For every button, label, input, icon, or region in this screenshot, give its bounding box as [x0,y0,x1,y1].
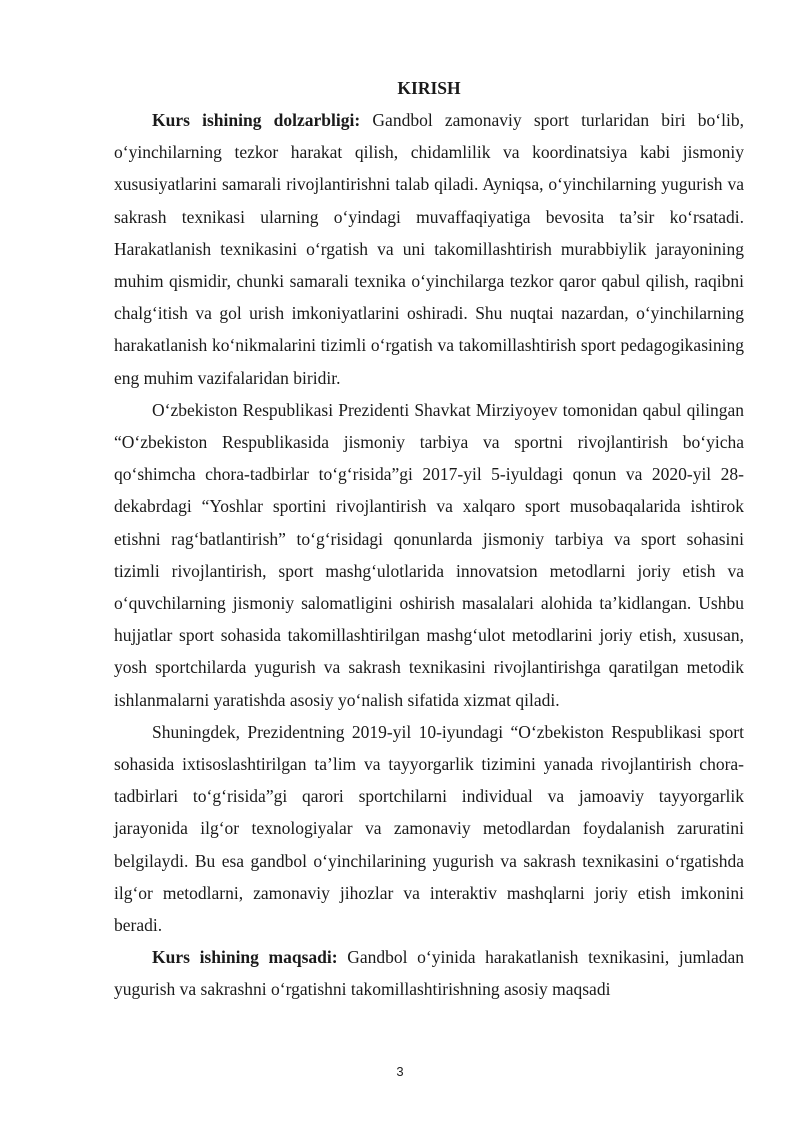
paragraph-text: Gandbol o‘yinida harakatlanish texnikasini, jumladan yugurish va sakrashni o‘rgatishni takomillashtirishning asosiy maqsadi [114,947,745,1000]
paragraph-lead: Kurs ishining dolzarbligi: [152,110,361,130]
page-title: KIRISH [397,78,461,98]
paragraph-text: Shuningdek, Prezidentning 2019-yil 10-iyundagi “O‘zbekiston Respublikasi sport sohasida ixtisoslashtirilgan ta’lim va tayyorgarlik tizimini yanada rivojlantirish chora-tadbirlari to‘g‘risida”gi qarori sportchilarni individual va jamoaviy tayyorgarlik jarayonida ilg‘or texnologiyalar va zamonaviy metodlardan foydalanish zaruratini belgilaydi. Bu esa gandbol o‘yinchilarining yugurish va sakrash texnikasini o‘rgatishda ilg‘or metodlarni, zamonaviy jihozlar va interaktiv mashqlarni joriy etish imkonini beradi. [114,721,744,936]
document-page [114,72,744,1006]
paragraph-text: Gandbol zamonaviy sport turlaridan biri bo‘lib, o‘yinchilarning tezkor harakat qilish, chidamlilik va koordinatsiya kabi jismoniy xususiyatlarini samarali rivojlantirishni talab qiladi. Ayniqsa, o‘yinchilarning yugurish va sakrash texnikasi ularning o‘yindagi muvaffaqiyatiga bevosita ta’sir ko‘rsatadi. Harakatlanish texnikasini o‘rgatish va uni takomillashtirish murabbiylik jarayonining muhim qismidir, chunki samarali texnika o‘yinchilarga tezkor qaror qabul qilish, raqibni chalg‘itish va gol urish imkoniyatlarini oshiradi. Shu nuqtai nazardan, o‘yinchilarning harakatlanish ko‘nikmalarini tizimli o‘rgatish va takomillashtirish sport pedagogikasining eng muhim vazifalaridan biridir. [114,110,744,388]
paragraph-goal [114,941,744,1005]
paragraph-relevance [114,104,744,394]
paragraph-lead: Kurs ishining maqsadi: [152,947,338,968]
paragraph-decree [114,716,744,941]
page-number: 3 [396,1064,404,1079]
paragraph-text: O‘zbekiston Respublikasi Prezidenti Shavkat Mirziyoyev tomonidan qabul qilingan “O‘zbekiston Respublikasida jismoniy tarbiya va sportni rivojlantirish bo‘yicha qo‘shimcha chora-tadbirlar to‘g‘risida”gi 2017-yil 5-iyuldagi qonun va 2020-yil 28-dekabrdagi “Yoshlar sportini rivojlantirish va xalqaro sport musobaqalarida ishtirok etishni rag‘batlantirish” to‘g‘risidagi qonunlarda jismoniy tarbiya va sport sohasini tizimli rivojlantirish, sport mashg‘ulotlarida innovatsion metodlarni joriy etish va o‘quvchilarning jismoniy salomatligini oshirish masalalari alohida ta’kidlangan. Ushbu hujjatlar sport sohasida takomillashtirilgan mashg‘ulot metodlarini joriy etish, xususan, yosh sportchilarda yugurish va sakrash texnikasini rivojlantirishga qaratilgan metodik ishlanmalarni yaratishda asosiy yo‘nalish sifatida xizmat qiladi. [114,399,744,710]
paragraph-legislation [114,394,744,716]
